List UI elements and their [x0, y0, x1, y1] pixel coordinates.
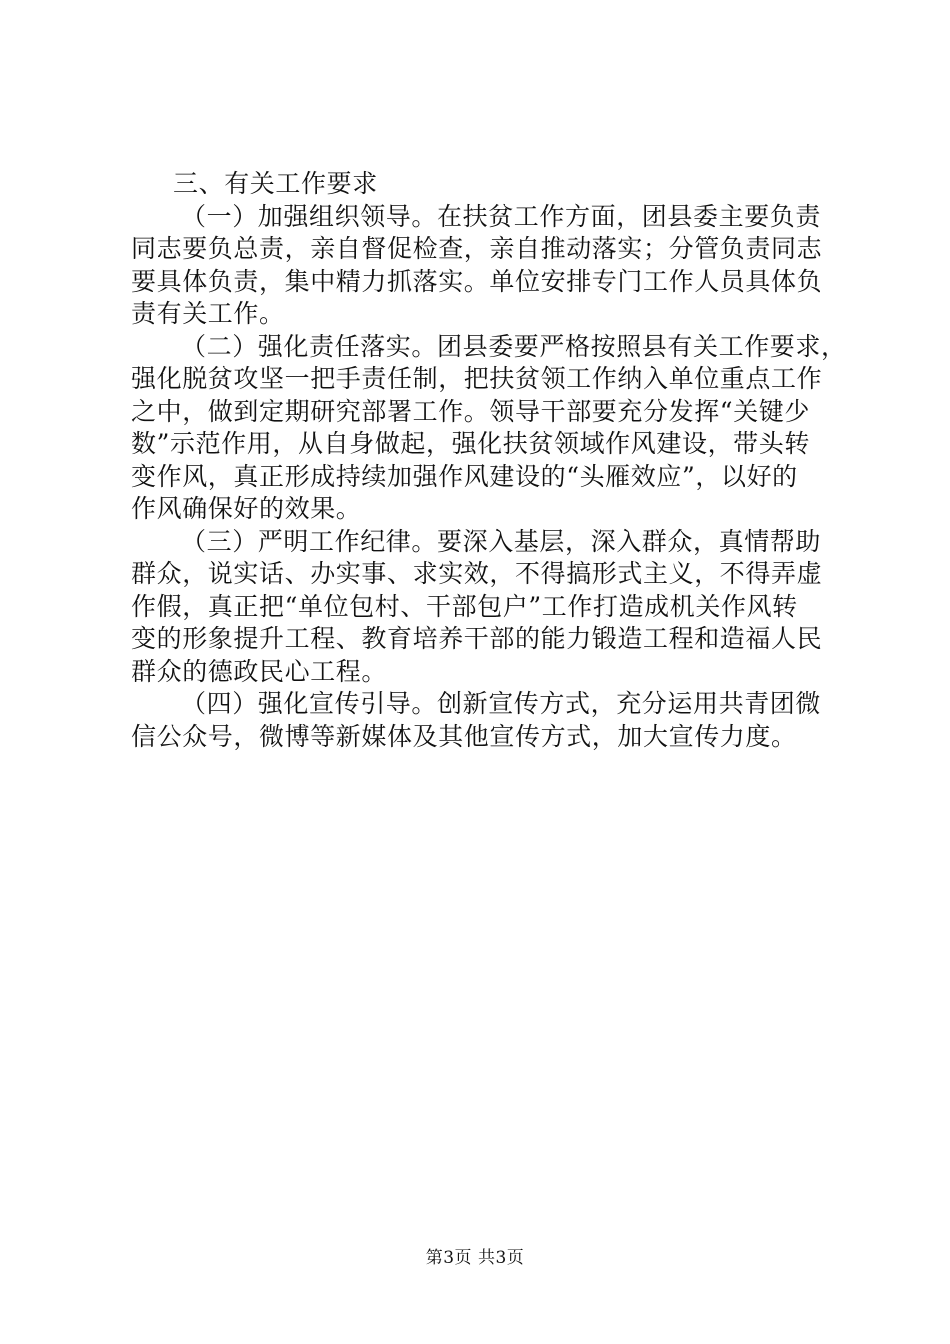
paragraph-line: 要具体负责，集中精力抓落实。单位安排专门工作人员具体负: [131, 266, 823, 296]
paragraph-line: （一）加强组织领导。在扶贫工作方面，团县委主要负责: [181, 201, 822, 231]
paragraph-line: 作风确保好的效果。: [131, 494, 362, 523]
paragraph-line: 作假，真正把“单位包村、干部包户”工作打造成机关作风转: [131, 591, 798, 621]
paragraph-line: 之中，做到定期研究部署工作。领导干部要充分发挥“关键少: [131, 396, 810, 426]
paragraph-line: 强化脱贫攻坚一把手责任制，把扶贫领工作纳入单位重点工作: [131, 364, 823, 393]
body-text: [131, 168, 847, 753]
paragraph-line: 责有关工作。: [131, 299, 285, 328]
paragraph-line: 信公众号，微博等新媒体及其他宣传方式，加大宣传力度。: [131, 721, 797, 751]
paragraph-line: 同志要负总责，亲自督促检查，亲自推动落实；分管负责同志: [131, 234, 823, 263]
paragraph-line: 群众，说实话、办实事、求实效，不得搞形式主义，不得弄虚: [131, 559, 823, 588]
paragraph-line: （二）强化责任落实。团县委要严格按照县有关工作要求，: [181, 331, 847, 361]
paragraph-line: 变的形象提升工程、教育培养干部的能力锻造工程和造福人民: [131, 624, 823, 653]
page-footer: 第3页 共3页: [425, 1248, 525, 1268]
section-heading: 三、有关工作要求: [173, 169, 378, 198]
paragraph-line: （三）严明工作纪律。要深入基层，深入群众，真情帮助: [181, 526, 822, 556]
paragraph-line: 群众的德政民心工程。: [131, 656, 388, 686]
paragraph-line: 数”示范作用，从自身做起，强化扶贫领域作风建设，带头转: [131, 429, 810, 458]
paragraph-line: （四）强化宣传引导。创新宣传方式，充分运用共青团微: [181, 689, 822, 718]
paragraph-line: 变作风，真正形成持续加强作风建设的“头雁效应”，以好的: [131, 461, 798, 491]
